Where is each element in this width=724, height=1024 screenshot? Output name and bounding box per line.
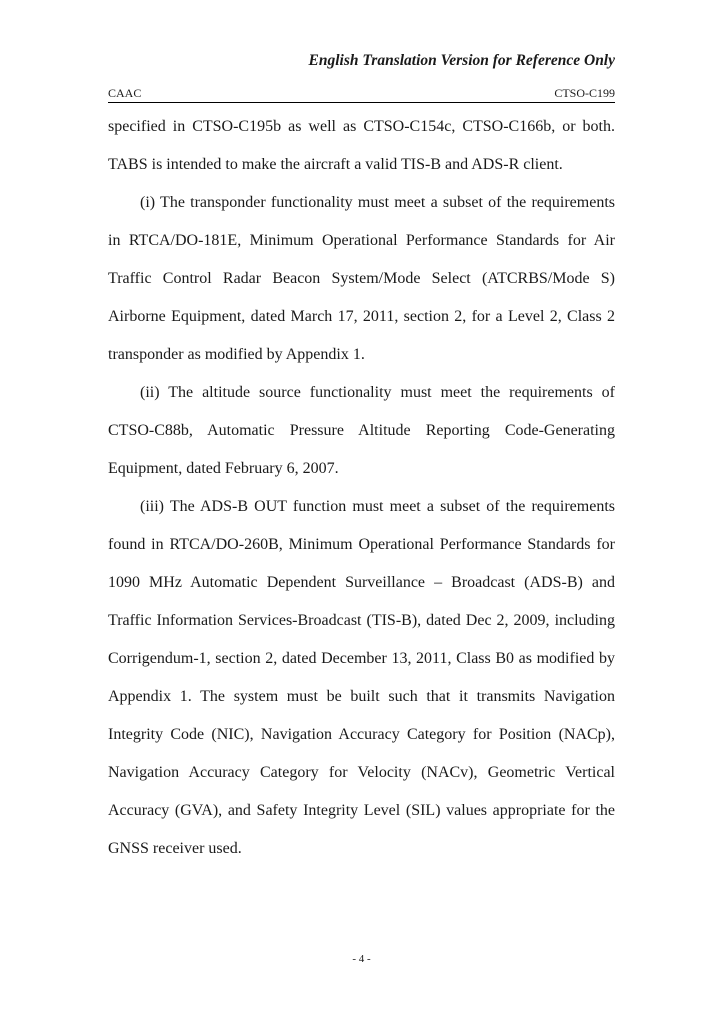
translation-notice: English Translation Version for Reference Only — [308, 52, 615, 69]
page-number: - 4 - — [352, 953, 371, 965]
running-header — [108, 86, 615, 100]
paragraph-transponder: (i) The transponder functionality must meet a subset of the requirements in RTCA/DO-181E, Minimum Operational Performance Standards for Air Traffic Control Radar Beacon System/Mode Select (ATCRBS/Mode S) Airborne Equipment, dated March 17, 2011, section 2, for a Level 2, Class 2 transponder as modified by Appendix 1. — [108, 194, 615, 363]
paragraph-continuation: specified in CTSO-C195b as well as CTSO-C154c, CTSO-C166b, or both. TABS is intended to make the aircraft a valid TIS-B and ADS-R client. — [108, 118, 615, 173]
header-document-id: CTSO-C199 — [554, 86, 615, 100]
paragraph-altitude-source: (ii) The altitude source functionality must meet the requirements of CTSO-C88b, Automatic Pressure Altitude Reporting Code-Generating Equipment, dated February 6, 2007. — [108, 384, 615, 477]
header-organization: CAAC — [108, 86, 142, 100]
document-page — [108, 0, 615, 1024]
paragraph-ads-b-out: (iii) The ADS-B OUT function must meet a subset of the requirements found in RTCA/DO-260B, Minimum Operational Performance Standards for 1090 MHz Automatic Dependent Surveillance – Broadcast (ADS-B) and Traffic Information Services-Broadcast (TIS-B), dated Dec 2, 2009, including Corrigendum-1, section 2, dated December 13, 2011, Class B0 as modified by Appendix 1. The system must be built such that it transmits Navigation Integrity Code (NIC), Navigation Accuracy Category for Position (NACp), Navigation Accuracy Category for Velocity (NACv), Geometric Vertical Accuracy (GVA), and Safety Integrity Level (SIL) values appropriate for the GNSS receiver used. — [108, 498, 615, 857]
body-text — [108, 108, 615, 868]
header-divider — [108, 102, 615, 103]
